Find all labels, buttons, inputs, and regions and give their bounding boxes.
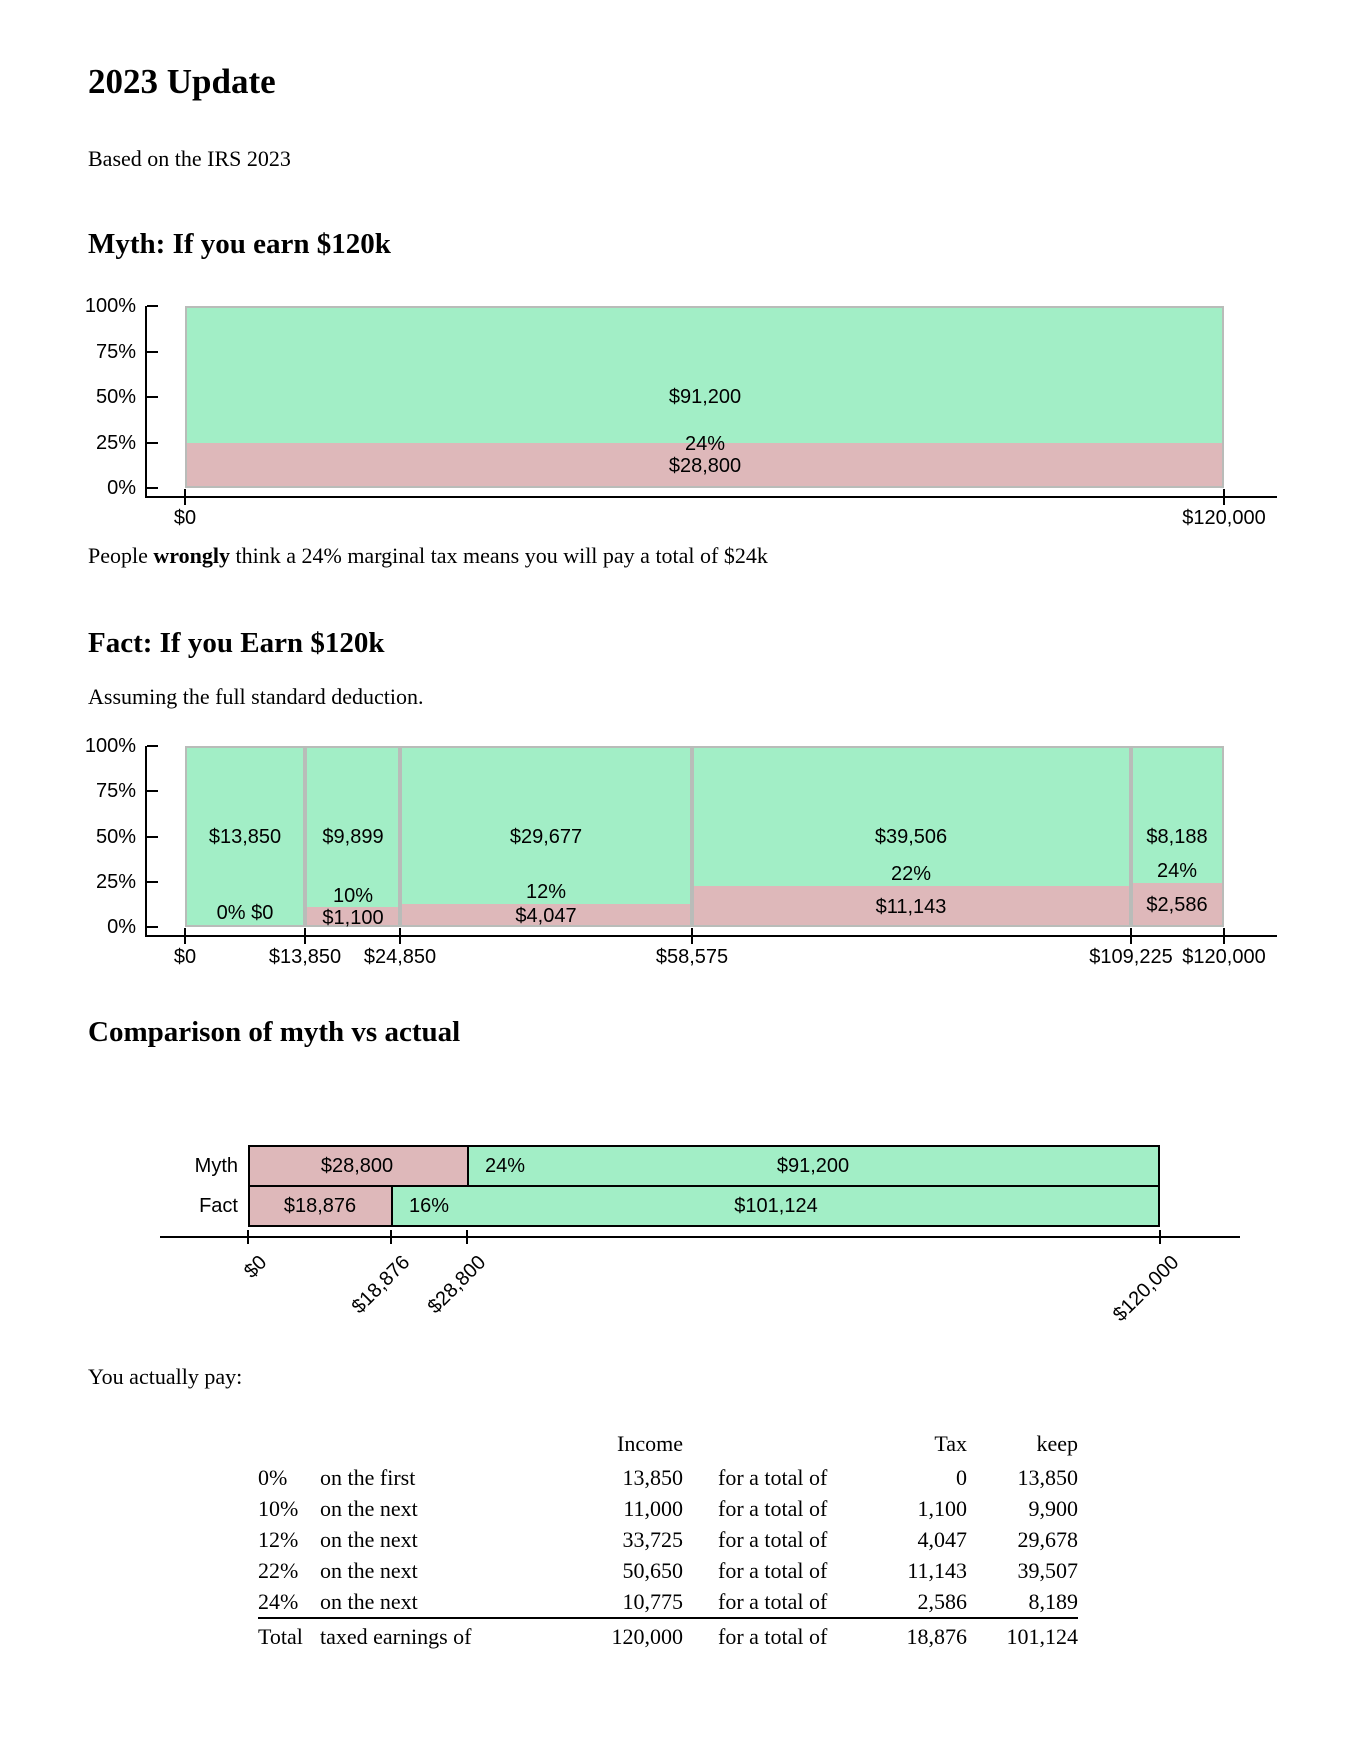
- comparison-x-tick-label: $18,876: [347, 1251, 414, 1319]
- fact-rate-label: 24%: [1156, 860, 1198, 882]
- fact-keep-label: $29,677: [509, 826, 583, 848]
- fact-rate-tax-label: 0% $0: [216, 902, 274, 924]
- fact-rate-label: 12%: [525, 881, 567, 903]
- fact-keep-label: $8,188: [1146, 826, 1208, 848]
- cell-mid: for a total of: [718, 1464, 828, 1490]
- cell-tax: 0: [956, 1464, 967, 1490]
- fact-x-tick-label: $13,850: [268, 946, 342, 968]
- fact-keep-label: $39,506: [874, 826, 948, 848]
- cell-income: 10,775: [622, 1588, 683, 1614]
- fact-rate-label: 22%: [890, 863, 932, 885]
- header-tax: Tax: [934, 1431, 967, 1456]
- comparison-x-tick-label: $120,000: [1108, 1251, 1183, 1326]
- cell-mid: for a total of: [718, 1495, 828, 1521]
- cell-desc: on the next: [320, 1495, 418, 1521]
- page-subtitle: Based on the IRS 2023: [88, 146, 291, 171]
- cell-total-label: Total: [258, 1618, 320, 1655]
- pay-table-header-row: [258, 1426, 1078, 1462]
- fact-keep-label: $13,850: [208, 826, 282, 848]
- cell-keep: 8,189: [1028, 1588, 1078, 1614]
- fact-y-tick-label: 100%: [84, 735, 136, 757]
- comparison-axis-line: [160, 1236, 1240, 1238]
- comparison-tax-label: $18,876: [283, 1195, 357, 1217]
- fact-y-tick-label: 0%: [107, 916, 136, 938]
- fact-tax-label: $11,143: [875, 896, 947, 918]
- cell-tax: 11,143: [907, 1557, 967, 1583]
- fact-x-tick-label: $0: [173, 946, 197, 968]
- myth-caption-prefix: People: [88, 543, 154, 568]
- cell-total-mid: for a total of: [683, 1618, 858, 1655]
- cell-income: 11,000: [623, 1495, 683, 1521]
- cell-keep: 39,507: [1017, 1557, 1078, 1583]
- fact-y-tick-label: 50%: [95, 826, 136, 848]
- cell-rate: 12%: [258, 1526, 299, 1552]
- cell-tax: 4,047: [917, 1526, 967, 1552]
- cell-tax: 2,586: [917, 1588, 967, 1614]
- cell-income: 33,725: [622, 1526, 683, 1552]
- fact-y-tick-label: 25%: [95, 871, 136, 893]
- cell-desc: on the next: [320, 1526, 418, 1552]
- myth-y-tick-label: 0%: [107, 477, 136, 499]
- fact-note: Assuming the full standard deduction.: [88, 684, 424, 709]
- cell-keep: 13,850: [1017, 1464, 1078, 1490]
- myth-caption-suffix: think a 24% marginal tax means you will pay a total of $24k: [230, 543, 768, 568]
- myth-x-tick-label: $0: [173, 507, 197, 529]
- fact-y-tick-label: 75%: [95, 780, 136, 802]
- pay-table: [258, 1426, 1078, 1655]
- header-keep: keep: [1036, 1431, 1078, 1456]
- comparison-keep-label: $101,124: [734, 1195, 818, 1217]
- table-row: [258, 1493, 1078, 1524]
- cell-total-keep: 101,124: [967, 1618, 1078, 1655]
- table-row: [258, 1524, 1078, 1555]
- myth-y-tick-label: 100%: [84, 295, 136, 317]
- comparison-tax-label: $28,800: [320, 1155, 394, 1177]
- cell-desc: on the next: [320, 1557, 418, 1583]
- fact-x-tick-label: $24,850: [363, 946, 437, 968]
- fact-heading: Fact: If you Earn $120k: [88, 627, 385, 659]
- myth-y-tick-label: 25%: [95, 432, 136, 454]
- cell-total-income: 120,000: [565, 1618, 683, 1655]
- myth-x-tick-label: $120,000: [1182, 507, 1266, 529]
- fact-x-tick-label: $120,000: [1182, 946, 1266, 968]
- pay-lead: You actually pay:: [88, 1364, 243, 1389]
- cell-mid: for a total of: [718, 1557, 828, 1583]
- fact-rate-label: 10%: [332, 885, 374, 907]
- comparison-x-tick: [390, 1230, 392, 1244]
- myth-tax-label: $28,800: [668, 455, 742, 477]
- table-total-row: [258, 1618, 1078, 1655]
- comparison-rate-label: 16%: [409, 1195, 450, 1217]
- myth-rate-label: 24%: [684, 433, 726, 455]
- fact-tax-label: $1,100: [322, 907, 384, 929]
- myth-keep-label: $91,200: [668, 386, 742, 408]
- table-row: [258, 1555, 1078, 1586]
- header-blank-desc: [320, 1426, 565, 1462]
- fact-x-tick-label: $109,225: [1089, 946, 1173, 968]
- comparison-row-label: Myth: [194, 1155, 238, 1177]
- fact-tax-label: $2,586: [1146, 894, 1208, 916]
- comparison-heading: Comparison of myth vs actual: [88, 1016, 461, 1048]
- comparison-x-tick: [466, 1230, 468, 1244]
- table-row: [258, 1462, 1078, 1493]
- cell-keep: 9,900: [1028, 1495, 1078, 1521]
- header-blank-rate: [258, 1426, 320, 1462]
- fact-keep-label: $9,899: [322, 826, 384, 848]
- comparison-x-tick: [1159, 1230, 1161, 1244]
- page-title: 2023 Update: [88, 62, 276, 101]
- cell-income: 50,650: [622, 1557, 683, 1583]
- header-blank-mid: [683, 1426, 858, 1462]
- myth-y-tick-label: 50%: [95, 386, 136, 408]
- fact-x-tick-label: $58,575: [655, 946, 729, 968]
- cell-desc: on the next: [320, 1588, 418, 1614]
- cell-rate: 10%: [258, 1495, 299, 1521]
- cell-income: 13,850: [622, 1464, 683, 1490]
- comparison-keep-label: $91,200: [776, 1155, 850, 1177]
- myth-caption-bold: wrongly: [153, 543, 230, 568]
- table-row: [258, 1586, 1078, 1618]
- cell-mid: for a total of: [718, 1588, 828, 1614]
- cell-desc: on the first: [320, 1464, 416, 1490]
- comparison-x-tick-label: $0: [239, 1251, 271, 1283]
- cell-tax: 1,100: [917, 1495, 967, 1521]
- comparison-x-tick: [247, 1230, 249, 1244]
- comparison-row-label: Fact: [199, 1195, 238, 1217]
- comparison-x-tick-label: $28,800: [423, 1251, 490, 1319]
- comparison-rate-label: 24%: [485, 1155, 526, 1177]
- cell-total-desc: taxed earnings of: [320, 1618, 565, 1655]
- cell-keep: 29,678: [1017, 1526, 1078, 1552]
- fact-tax-label: $4,047: [515, 905, 577, 927]
- myth-heading: Myth: If you earn $120k: [88, 228, 391, 260]
- cell-mid: for a total of: [718, 1526, 828, 1552]
- header-income: Income: [617, 1431, 683, 1456]
- cell-total-tax: 18,876: [858, 1618, 967, 1655]
- cell-rate: 22%: [258, 1557, 299, 1583]
- cell-rate: 0%: [258, 1464, 288, 1490]
- cell-rate: 24%: [258, 1588, 299, 1614]
- myth-y-tick-label: 75%: [95, 341, 136, 363]
